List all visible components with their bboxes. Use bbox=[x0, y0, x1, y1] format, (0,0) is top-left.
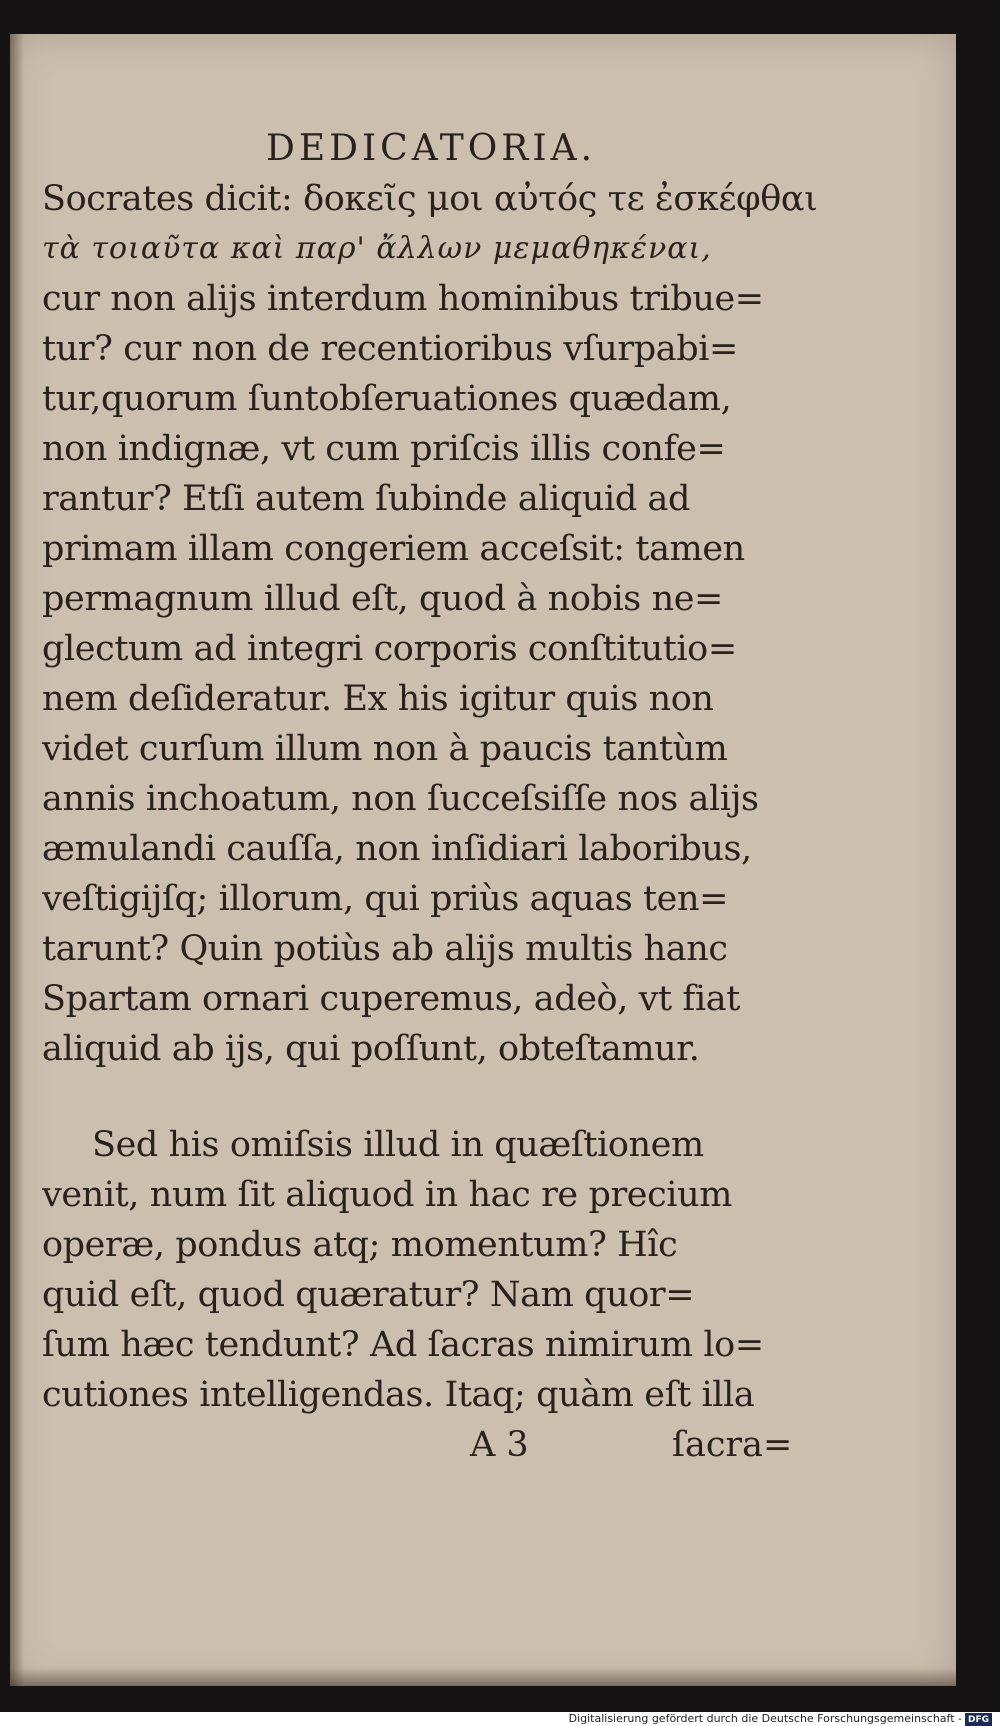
text-line: operæ, pondus atq; momentum? Hîc bbox=[42, 1225, 678, 1265]
page-gutter-shadow bbox=[10, 34, 24, 1686]
catchword: ſacra= bbox=[672, 1425, 793, 1465]
text-line: nem deſideratur. Ex his igitur quis non bbox=[42, 679, 714, 719]
credit-text: Digitalisierung gefördert durch die Deutsche Forschungsgemeinschaft - bbox=[568, 1712, 962, 1725]
greek-text-line: τὰ τοιαῦτα καὶ παρ' ἄλλων μεμαθηκέναι, bbox=[42, 231, 712, 266]
text-line: non indignæ, vt cum priſcis illis confe= bbox=[42, 429, 726, 469]
text-line: tur? cur non de recentioribus vſurpabi= bbox=[42, 329, 738, 369]
text-line: permagnum illud eſt, quod à nobis ne= bbox=[42, 579, 723, 619]
text-line: videt curſum illum non à paucis tantùm bbox=[42, 729, 728, 769]
page-bottom-shadow bbox=[10, 1668, 956, 1686]
text-line: æmulandi cauſſa, non inſidiari laboribus, bbox=[42, 829, 752, 869]
text-line: veſtigiјſq; illorum, qui priùs aquas ten= bbox=[42, 879, 729, 919]
text-line: annis inchoatum, non ſucceſsiſſe nos aliјs bbox=[42, 779, 759, 819]
text-line: quid eſt, quod quæratur? Nam quor= bbox=[42, 1275, 695, 1315]
text-line: primam illam congeriem acceſsit: tamen bbox=[42, 529, 745, 569]
text-line: aliquid ab ijs, qui poſſunt, obteſtamur. bbox=[42, 1029, 700, 1069]
text-line: Sed his omiſsis illud in quæſtionem bbox=[92, 1125, 704, 1165]
page-text bbox=[42, 126, 818, 1470]
page-footer-row bbox=[42, 1420, 802, 1470]
text-line: glectum ad integri corporis conſtitutio= bbox=[42, 629, 737, 669]
paragraph-2 bbox=[42, 1120, 802, 1420]
paragraph-1 bbox=[42, 174, 818, 1074]
text-line: venit, num ſit aliquod in hac re precium bbox=[42, 1175, 733, 1215]
book-page bbox=[10, 34, 956, 1686]
text-line: tur,quorum ſuntobſeruationes quædam, bbox=[42, 379, 732, 419]
text-line: cur non aliјs interdum hominibus tribue= bbox=[42, 279, 764, 319]
running-head: DEDICATORIA. bbox=[265, 128, 597, 169]
dfg-logo: DFG bbox=[965, 1713, 992, 1726]
text-line: ſum hæc tendunt? Ad ſacras nimirum lo= bbox=[42, 1325, 764, 1365]
text-line: Socrates dicit: δοκεῖς μοι αὐτός τε ἐσκέφθαι bbox=[42, 179, 818, 219]
text-line: cutiones intelligendas. Itaq; quàm eſt illa bbox=[42, 1375, 755, 1415]
text-line: rantur? Etſi autem ſubinde aliquid ad bbox=[42, 479, 691, 519]
signature-mark: A 3 bbox=[470, 1425, 529, 1465]
digitization-credit bbox=[569, 1712, 992, 1726]
paragraph-gap bbox=[42, 1074, 802, 1120]
text-line: Spartam ornari cuperemus, adeò, vt fiat bbox=[42, 979, 740, 1019]
text-line: tarunt? Quin potiùs ab aliјs multis hanc bbox=[42, 929, 728, 969]
